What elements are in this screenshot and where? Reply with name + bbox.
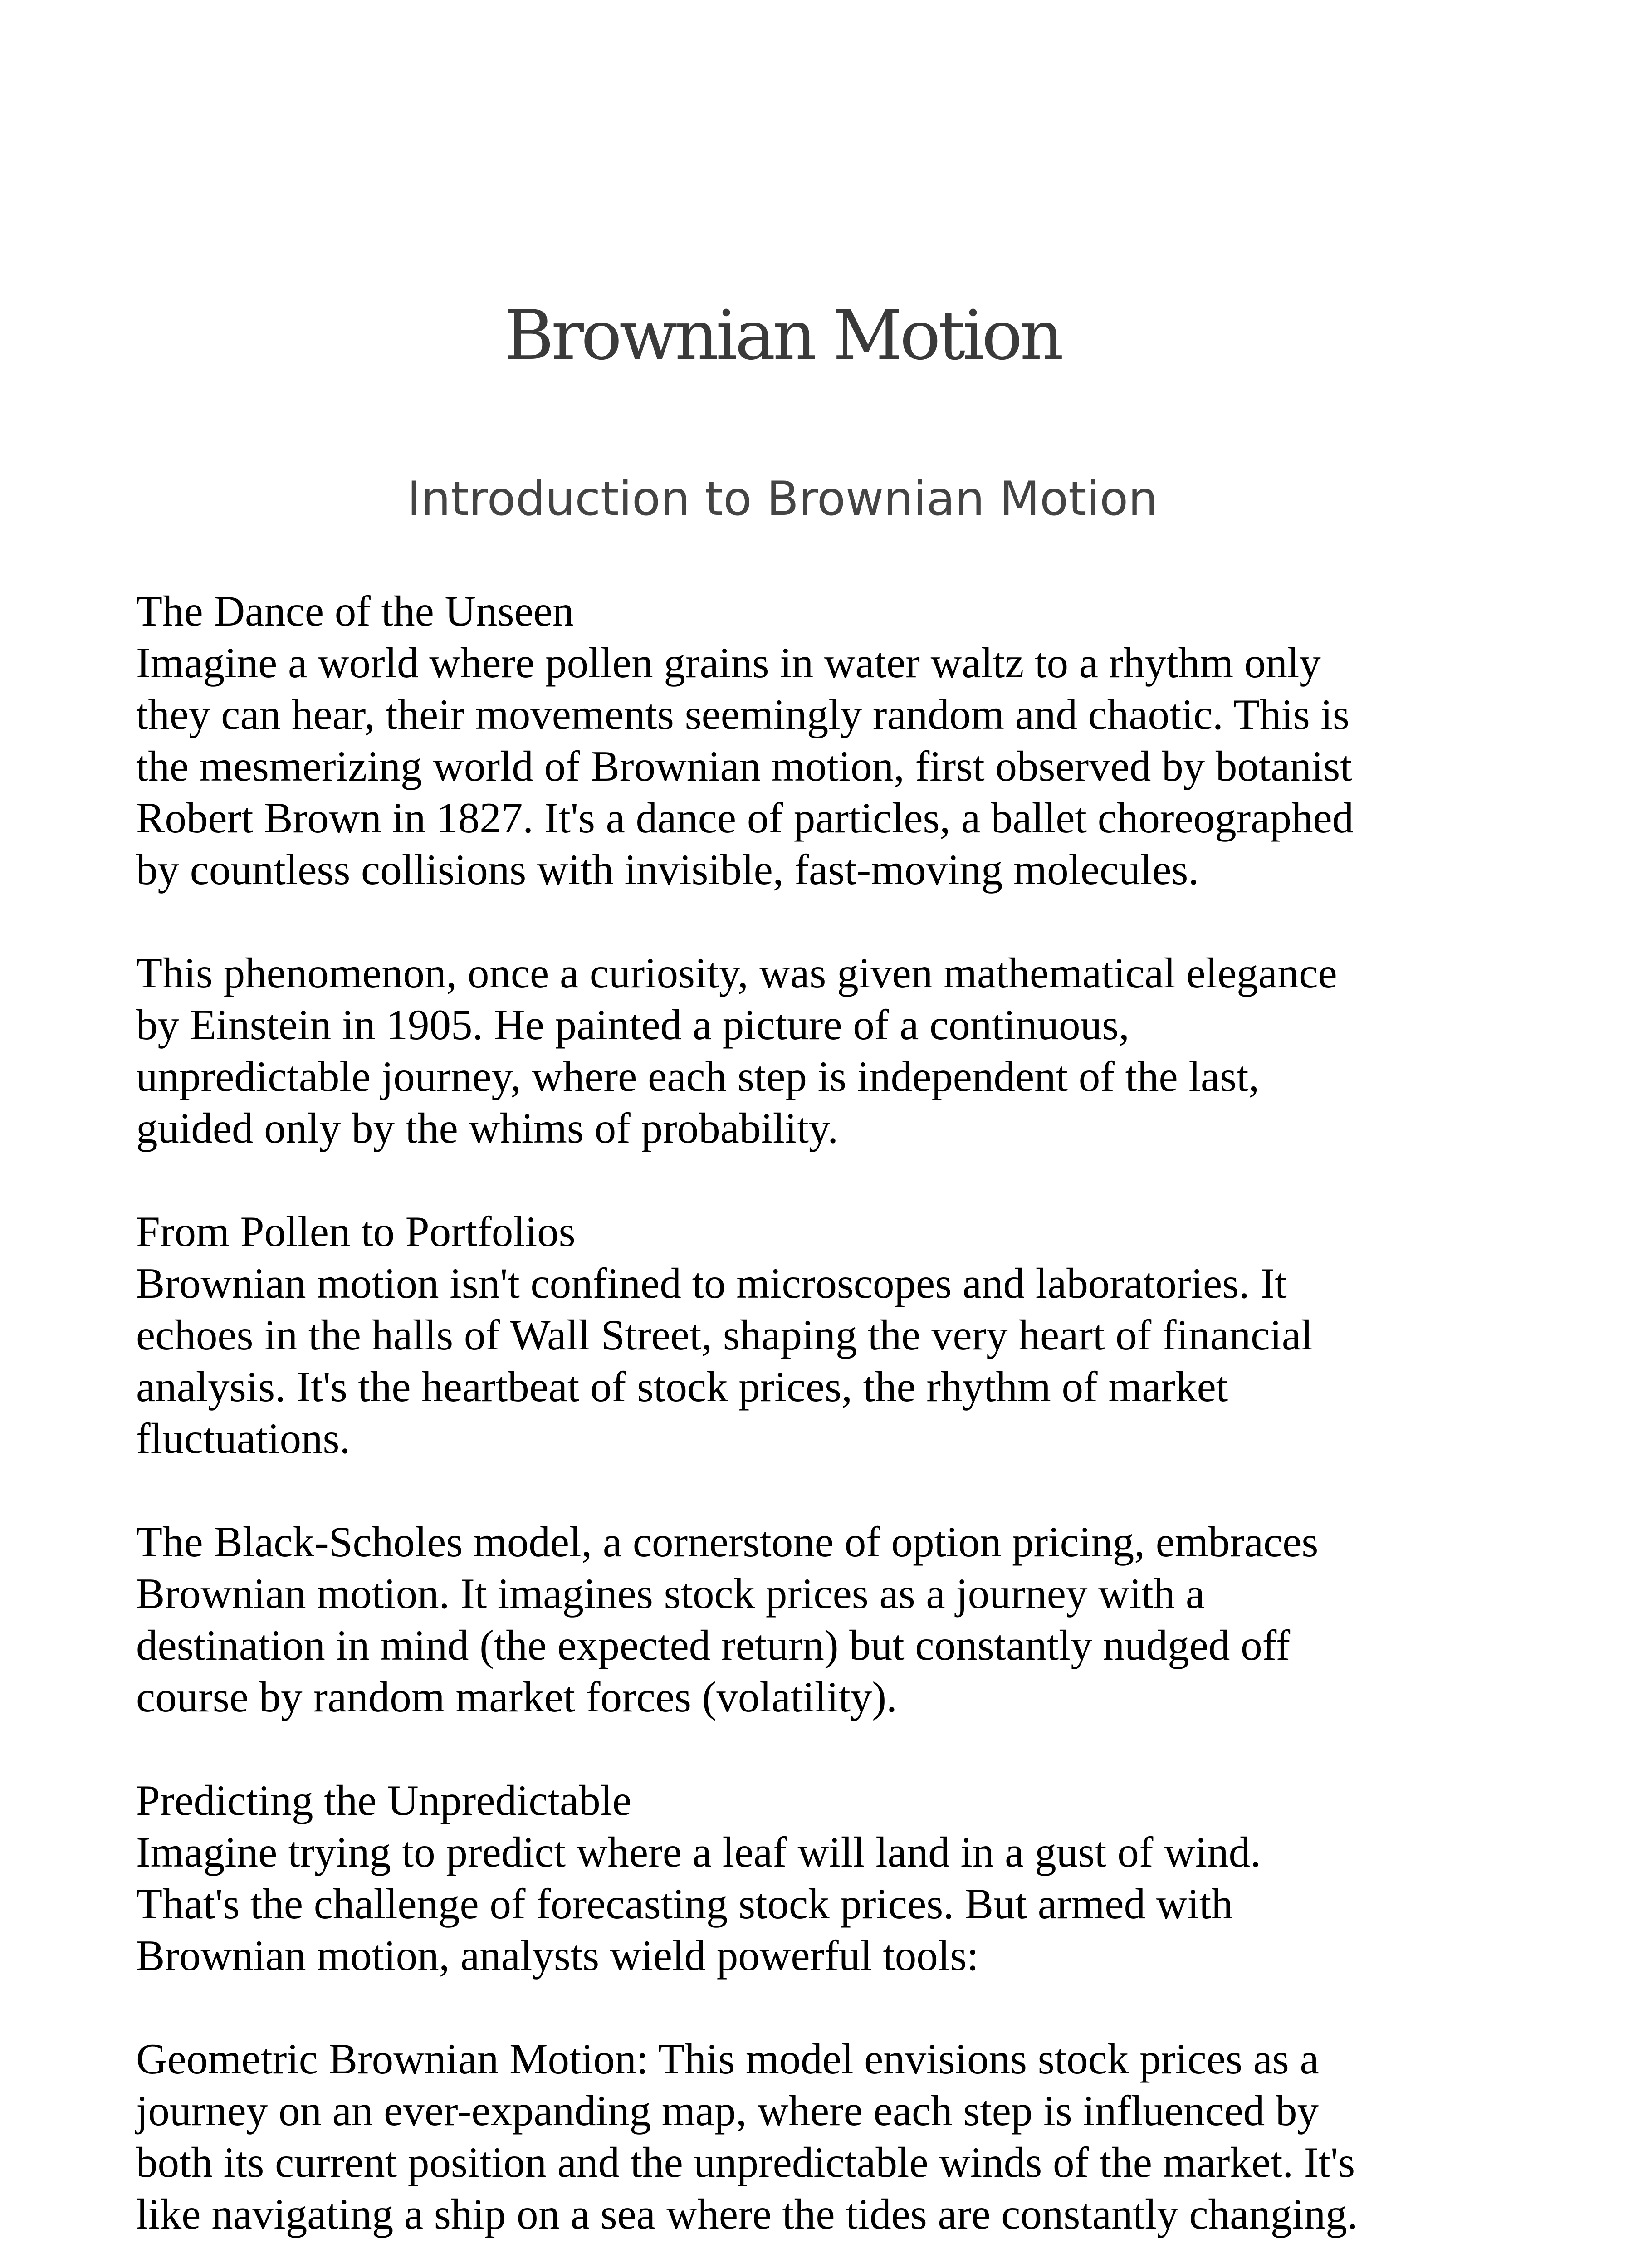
- paragraph-gap: [136, 895, 1506, 947]
- chapter-title: Brownian Motion: [504, 296, 1061, 375]
- text-line: by Einstein in 1905. He painted a picture of a continuous,: [136, 1001, 1129, 1049]
- paragraph-gap: [136, 1154, 1506, 1206]
- text-line: That's the challenge of forecasting stock prices. But armed with: [136, 1880, 1233, 1928]
- text-line: Imagine trying to predict where a leaf will land in a gust of wind.: [136, 1828, 1261, 1876]
- body-text: [136, 585, 1506, 2240]
- paragraph-gap: [136, 1981, 1506, 2033]
- text-line: destination in mind (the expected return) but constantly nudged off: [136, 1621, 1291, 1669]
- text-line: both its current position and the unpredictable winds of the market. It's: [136, 2138, 1355, 2186]
- paragraph-gap: [136, 1464, 1506, 1516]
- subheading-predicting-unpredictable: Predicting the Unpredictable: [136, 1776, 632, 1824]
- text-line: unpredictable journey, where each step is independent of the last,: [136, 1052, 1260, 1100]
- text-line: Robert Brown in 1827. It's a dance of particles, a ballet choreographed: [136, 794, 1354, 842]
- section-title: Introduction to Brownian Motion: [407, 472, 1158, 526]
- text-line: fluctuations.: [136, 1414, 351, 1462]
- text-line: analysis. It's the heartbeat of stock prices, the rhythm of market: [136, 1363, 1228, 1411]
- text-line: guided only by the whims of probability.: [136, 1104, 838, 1152]
- text-line: This phenomenon, once a curiosity, was given mathematical elegance: [136, 949, 1337, 997]
- text-line: Brownian motion, analysts wield powerful tools:: [136, 1931, 979, 1980]
- text-line: The Black-Scholes model, a cornerstone of option pricing, embraces: [136, 1518, 1319, 1566]
- paragraph-gap: [136, 1723, 1506, 1774]
- text-line: they can hear, their movements seemingly random and chaotic. This is: [136, 690, 1349, 738]
- text-line: course by random market forces (volatility).: [136, 1673, 897, 1721]
- subheading-pollen-to-portfolios: From Pollen to Portfolios: [136, 1207, 576, 1256]
- text-line: Brownian motion isn't confined to microscopes and laboratories. It: [136, 1259, 1287, 1307]
- text-line: the mesmerizing world of Brownian motion, first observed by botanist: [136, 742, 1352, 790]
- text-line: echoes in the halls of Wall Street, shaping the very heart of financial: [136, 1311, 1313, 1359]
- text-line: Imagine a world where pollen grains in water waltz to a rhythm only: [136, 639, 1321, 687]
- text-line: Brownian motion. It imagines stock prices as a journey with a: [136, 1569, 1205, 1618]
- subheading-dance-of-the-unseen: The Dance of the Unseen: [136, 587, 574, 635]
- text-line: like navigating a ship on a sea where the tides are constantly changing.: [136, 2190, 1358, 2238]
- text-line: by countless collisions with invisible, fast-moving molecules.: [136, 846, 1199, 894]
- text-line: journey on an ever-expanding map, where each step is influenced by: [136, 2087, 1319, 2135]
- text-line: Geometric Brownian Motion: This model envisions stock prices as a: [136, 2035, 1319, 2083]
